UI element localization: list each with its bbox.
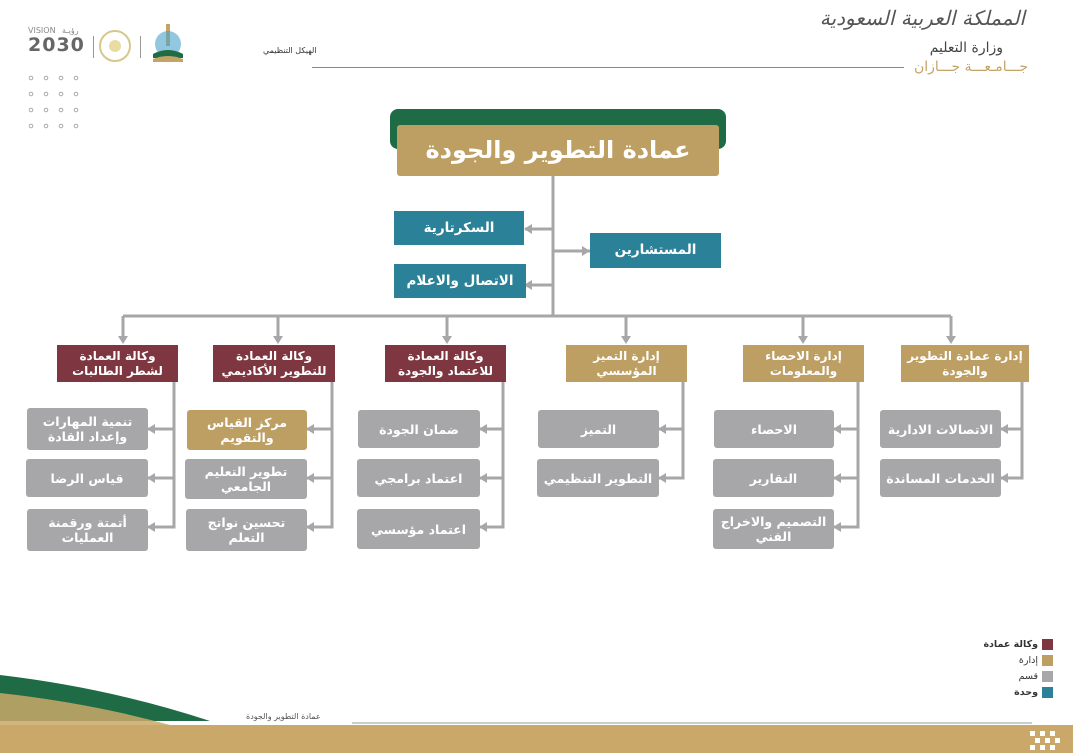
legend-swatch (1042, 639, 1053, 650)
footer-label: عمادة التطوير والجودة (246, 712, 321, 721)
vision-year: 2030 (28, 34, 85, 56)
dept-quality-assurance: ضمان الجودة (358, 410, 480, 448)
logo-divider (93, 36, 94, 58)
university-name: جـــامـعـــة جـــازان (914, 59, 1028, 75)
legend-label: وكالة عمادة (983, 638, 1038, 650)
header-rule (312, 67, 904, 68)
legend-label: إدارة (1018, 654, 1038, 666)
dept-excellence: التميز (538, 410, 659, 448)
legend-item (933, 636, 1053, 652)
legend-label: وحدة (1014, 686, 1038, 698)
unit-communication: الاتصال والاعلام (394, 264, 526, 298)
legend-label: قسم (1018, 670, 1038, 682)
root-node: عمادة التطوير والجودة (397, 125, 719, 176)
dept-university-education-development: تطوير التعليم الجامعي (185, 459, 307, 499)
branch-academic-development: وكالة العمادة للتطوير الأكاديمي (213, 345, 335, 382)
branch-female-section: وكالة العمادة لشطر الطالبات (57, 345, 178, 382)
kingdom-name: المملكة العربية السعودية (819, 6, 1025, 30)
vision-word: VISION (28, 26, 56, 35)
logo-divider (140, 36, 141, 58)
dept-design-production: التصميم والاخراج الفني (713, 509, 834, 549)
accreditation-seal-icon (99, 30, 131, 62)
dept-automation-digitization: أتمتة ورقمنة العمليات (27, 509, 148, 551)
footer-wave (0, 663, 1073, 753)
unit-secretariat: السكرتارية (394, 211, 524, 245)
ministry-name: وزارة التعليم (929, 40, 1003, 56)
vision-arabic: رؤيـة (62, 26, 79, 35)
dept-measurement-evaluation: مركز القياس والتقويم (187, 410, 307, 450)
branch-statistics-information: إدارة الاحصاء والمعلومات (743, 345, 864, 382)
dots-decoration (26, 74, 86, 134)
page-label: الهيكل التنظيمي (263, 46, 317, 55)
university-logo-icon (150, 22, 186, 64)
branch-dean-administration: إدارة عمادة التطوير والجودة (901, 345, 1029, 382)
dept-organizational-development: التطوير التنظيمي (537, 459, 659, 497)
dept-reports: التقارير (713, 459, 834, 497)
dept-learning-outcomes: تحسين نواتج التعلم (186, 509, 307, 551)
dept-institutional-accreditation: اعتماد مؤسسي (357, 509, 480, 549)
vision-2030-logo (28, 26, 88, 64)
branch-accreditation-quality: وكالة العمادة للاعتماد والجودة (385, 345, 506, 382)
dept-admin-communications: الاتصالات الادارية (880, 410, 1001, 448)
unit-consultants: المستشارين (590, 233, 721, 268)
dept-program-accreditation: اعتماد برامجي (357, 459, 480, 497)
branch-institutional-excellence: إدارة التميز المؤسسي (566, 345, 687, 382)
dept-support-services: الخدمات المساندة (880, 459, 1001, 497)
dept-statistics: الاحصاء (714, 410, 834, 448)
dept-skills-leadership: تنمية المهارات وإعداد القادة (27, 408, 148, 450)
dept-satisfaction-measurement: قياس الرضا (26, 459, 148, 497)
